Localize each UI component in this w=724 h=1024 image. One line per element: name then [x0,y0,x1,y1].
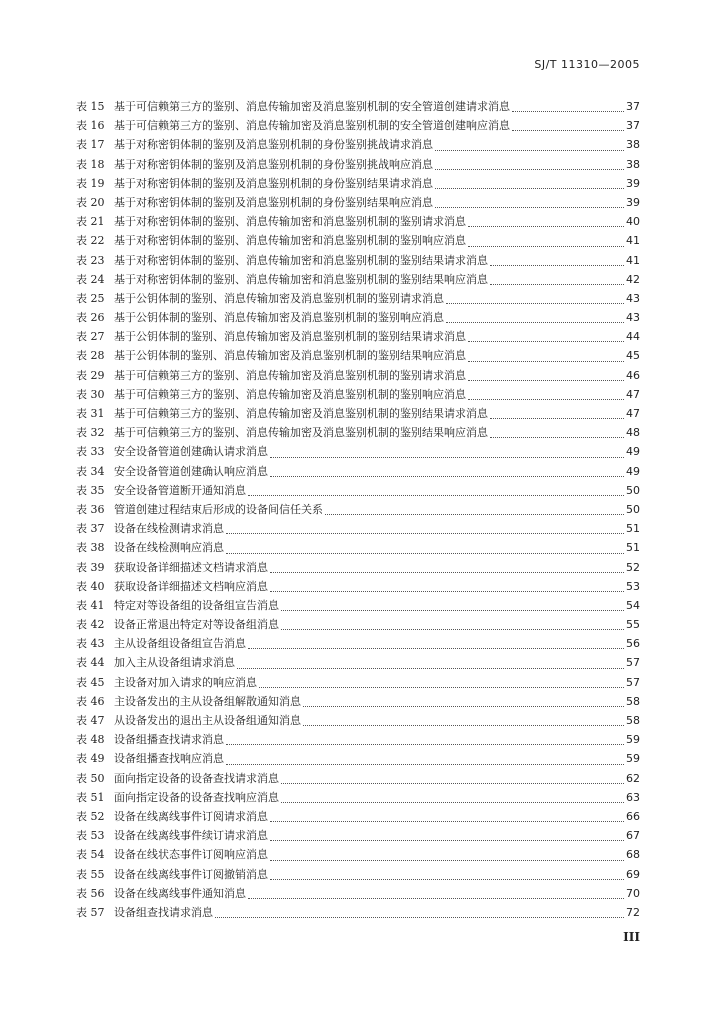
toc-entry[interactable] [76,193,640,212]
toc-entry-number: 表 52 [76,809,105,823]
toc-entry-title: 基于可信赖第三方的鉴别、消息传输加密及消息鉴别机制的鉴别响应消息 [114,387,466,401]
toc-entry-number: 表 34 [76,464,105,478]
toc-dot-leader [226,532,624,534]
toc-entry[interactable] [76,596,640,615]
toc-entry-title: 设备组播查找响应消息 [114,752,224,766]
toc-entry-number: 表 48 [76,733,105,747]
toc-entry-number: 表 56 [76,886,105,900]
toc-entry-page: 57 [626,675,640,689]
toc-entry-page: 66 [626,809,640,823]
toc-entry-number: 表 21 [76,215,105,229]
toc-entry[interactable] [76,711,640,730]
toc-entry-page: 39 [626,176,640,190]
toc-entry[interactable] [76,481,640,500]
toc-entry-number: 表 27 [76,330,105,344]
toc-entry-page: 51 [626,522,640,536]
toc-dot-leader [468,225,624,227]
toc-entry-title: 基于对称密钥体制的鉴别、消息传输加密和消息鉴别机制的鉴别请求消息 [114,215,466,229]
toc-entry-number: 表 18 [76,157,105,171]
toc-entry-number: 表 30 [76,387,105,401]
toc-entry-title: 设备在线检测响应消息 [114,541,224,555]
toc-entry-page: 68 [626,848,640,862]
toc-entry-page: 55 [626,618,640,632]
toc-entry-number: 表 22 [76,234,105,248]
toc-entry-number: 表 44 [76,656,105,670]
toc-entry[interactable] [76,404,640,423]
toc-entry[interactable] [76,442,640,461]
toc-entry[interactable] [76,500,640,519]
toc-entry-title: 基于公钥体制的鉴别、消息传输加密及消息鉴别机制的鉴别响应消息 [114,311,444,325]
toc-entry-number: 表 20 [76,195,105,209]
toc-entry-number: 表 32 [76,426,105,440]
toc-dot-leader [270,820,624,822]
toc-entry-number: 表 29 [76,368,105,382]
toc-entry[interactable] [76,97,640,116]
toc-entry[interactable] [76,558,640,577]
toc-dot-leader [270,590,624,592]
toc-entry-page: 63 [626,790,640,804]
toc-entry-title: 主设备对加入请求的响应消息 [114,675,257,689]
toc-dot-leader [468,245,624,247]
toc-entry-page: 40 [626,215,640,229]
toc-entry-page: 54 [626,598,640,612]
toc-entry-number: 表 45 [76,675,105,689]
toc-entry-title: 基于可信赖第三方的鉴别、消息传输加密及消息鉴别机制的安全管道创建响应消息 [114,119,510,133]
toc-entry-title: 基于对称密钥体制的鉴别、消息传输加密和消息鉴别机制的鉴别结果响应消息 [114,272,488,286]
toc-entry-page: 43 [626,291,640,305]
toc-entry-number: 表 38 [76,541,105,555]
toc-entry-page: 62 [626,771,640,785]
toc-dot-leader [226,552,624,554]
toc-dot-leader [512,129,624,131]
toc-entry-title: 从设备发出的退出主从设备组通知消息 [114,714,301,727]
toc-dot-leader [226,763,624,765]
toc-entry[interactable] [76,730,640,749]
toc-dot-leader [270,571,624,573]
toc-entry-page: 39 [626,195,640,209]
toc-entry-number: 表 49 [76,752,105,766]
toc-dot-leader [435,187,624,189]
toc-entry-title: 基于公钥体制的鉴别、消息传输加密及消息鉴别机制的鉴别请求消息 [114,291,444,305]
toc-entry[interactable] [76,212,640,231]
toc-entry[interactable] [76,865,640,884]
toc-entry-title: 设备在线检测请求消息 [114,522,224,536]
toc-entry[interactable] [76,270,640,289]
toc-entry-title: 特定对等设备组的设备组宣告消息 [114,598,279,612]
toc-dot-leader [435,168,624,170]
toc-entry-page: 50 [626,483,640,497]
toc-entry-title: 管道创建过程结束后形成的设备间信任关系 [114,502,323,516]
toc-dot-leader [270,839,624,841]
toc-entry-title: 设备正常退出特定对等设备组消息 [114,618,279,632]
toc-entry-page: 48 [626,426,640,440]
toc-dot-leader [490,417,624,419]
toc-entry-number: 表 23 [76,253,105,267]
toc-entry-number: 表 53 [76,829,105,843]
toc-entry-number: 表 40 [76,579,105,593]
toc-entry-page: 59 [626,752,640,766]
toc-dot-leader [446,321,624,323]
toc-entry[interactable] [76,251,640,270]
toc-entry[interactable] [76,289,640,308]
toc-dot-leader [446,302,624,304]
toc-entry-title: 面向指定设备的设备查找响应消息 [114,790,279,804]
toc-dot-leader [226,743,624,745]
toc-entry-page: 37 [626,100,640,113]
toc-dot-leader [468,398,624,400]
toc-entry-page: 49 [626,445,640,459]
toc-entry-page: 52 [626,560,640,574]
toc-entry-page: 41 [626,253,640,267]
toc-entry[interactable] [76,174,640,193]
toc-entry-page: 53 [626,579,640,593]
toc-entry-title: 基于对称密钥体制的鉴别及消息鉴别机制的身份鉴别结果请求消息 [114,176,433,190]
toc-dot-leader [215,916,624,918]
toc-entry[interactable] [76,634,640,653]
toc-entry-number: 表 17 [76,138,105,152]
toc-dot-leader [468,379,624,381]
toc-entry-page: 44 [626,330,640,344]
toc-entry-title: 基于可信赖第三方的鉴别、消息传输加密及消息鉴别机制的鉴别结果响应消息 [114,426,488,440]
toc-entry-title: 获取设备详细描述文档请求消息 [114,560,268,574]
toc-entry[interactable] [76,884,640,903]
toc-entry-number: 表 35 [76,483,105,497]
toc-dot-leader [248,647,624,649]
toc-entry-number: 表 16 [76,119,105,133]
toc-entry-title: 设备在线离线事件订阅请求消息 [114,809,268,823]
toc-dot-leader [281,609,624,611]
toc-entry-title: 主从设备组设备组宣告消息 [114,637,246,651]
toc-dot-leader [468,340,624,342]
toc-entry-title: 加入主从设备组请求消息 [114,656,235,670]
toc-entry-page: 49 [626,464,640,478]
toc-entry-title: 基于可信赖第三方的鉴别、消息传输加密及消息鉴别机制的鉴别结果请求消息 [114,407,488,420]
toc-entry-title: 基于公钥体制的鉴别、消息传输加密及消息鉴别机制的鉴别结果请求消息 [114,330,466,344]
toc-dot-leader [248,494,624,496]
toc-entry-number: 表 15 [76,100,105,113]
toc-entry-page: 46 [626,368,640,382]
toc-entry[interactable] [76,577,640,596]
toc-entry-page: 69 [626,867,640,881]
toc-dot-leader [490,283,624,285]
toc-entry[interactable] [76,903,640,922]
toc-entry[interactable] [76,845,640,864]
toc-entry-title: 设备在线状态事件订阅响应消息 [114,848,268,862]
toc-entry-page: 38 [626,157,640,171]
toc-entry-page: 57 [626,656,640,670]
toc-entry-number: 表 43 [76,637,105,651]
toc-entry-title: 基于对称密钥体制的鉴别及消息鉴别机制的身份鉴别挑战请求消息 [114,138,433,152]
toc-entry-title: 基于公钥体制的鉴别、消息传输加密及消息鉴别机制的鉴别结果响应消息 [114,349,466,363]
toc-entry-number: 表 41 [76,598,105,612]
toc-entry-page: 47 [626,387,640,401]
toc-entry-page: 72 [626,905,640,919]
toc-entry[interactable] [76,423,640,442]
toc-entry-number: 表 51 [76,790,105,804]
toc-entry-page: 43 [626,311,640,325]
toc-entry-page: 45 [626,349,640,363]
toc-dot-leader [248,897,624,899]
toc-entry-number: 表 37 [76,522,105,536]
toc-entry[interactable] [76,519,640,538]
toc-dot-leader [490,436,624,438]
toc-entry-title: 设备在线离线事件续订请求消息 [114,829,268,843]
toc-entry[interactable] [76,826,640,845]
toc-entry-title: 基于可信赖第三方的鉴别、消息传输加密及消息鉴别机制的安全管道创建请求消息 [114,100,510,113]
toc-entry-page: 47 [626,407,640,420]
toc-entry-title: 基于对称密钥体制的鉴别及消息鉴别机制的身份鉴别挑战响应消息 [114,157,433,171]
toc-dot-leader [281,782,624,784]
toc-entry[interactable] [76,749,640,768]
toc-entry-title: 设备组播查找请求消息 [114,733,224,747]
toc-entry-number: 表 39 [76,560,105,574]
toc-entry-number: 表 25 [76,291,105,305]
toc-dot-leader [512,110,624,112]
toc-entry-number: 表 31 [76,407,105,420]
toc-entry-number: 表 46 [76,694,105,708]
toc-entry[interactable] [76,155,640,174]
toc-entry[interactable] [76,653,640,672]
toc-entry[interactable] [76,462,640,481]
toc-entry-number: 表 55 [76,867,105,881]
toc-entry-title: 设备在线离线事件通知消息 [114,886,246,900]
toc-entry-title: 安全设备管道创建确认响应消息 [114,464,268,478]
toc-entry-page: 70 [626,886,640,900]
toc-entry-title: 设备组查找请求消息 [114,905,213,919]
toc-dot-leader [325,513,624,515]
toc-entry-page: 56 [626,637,640,651]
toc-entry-page: 50 [626,502,640,516]
toc-entry[interactable] [76,788,640,807]
toc-dot-leader [468,360,624,362]
toc-entry-number: 表 26 [76,311,105,325]
toc-entry-page: 41 [626,234,640,248]
toc-entry-number: 表 57 [76,905,105,919]
toc-entry-page: 42 [626,272,640,286]
toc-dot-leader [303,705,624,707]
document-header-id: SJ/T 11310—2005 [534,58,640,71]
toc-entry[interactable] [76,135,640,154]
toc-entry-title: 主设备发出的主从设备组解散通知消息 [114,694,301,708]
toc-entry-number: 表 42 [76,618,105,632]
toc-dot-leader [270,456,624,458]
toc-dot-leader [490,264,624,266]
toc-entry[interactable] [76,692,640,711]
toc-entry-title: 获取设备详细描述文档响应消息 [114,579,268,593]
toc-entry-page: 51 [626,541,640,555]
toc-dot-leader [259,686,624,688]
toc-entry-number: 表 50 [76,771,105,785]
toc-entry-page: 37 [626,119,640,133]
toc-entry-page: 58 [626,694,640,708]
toc-entry-number: 表 19 [76,176,105,190]
toc-entry-title: 基于对称密钥体制的鉴别及消息鉴别机制的身份鉴别结果响应消息 [114,195,433,209]
toc-entry-title: 设备在线离线事件订阅撤销消息 [114,867,268,881]
toc-entry[interactable] [76,538,640,557]
toc-entry[interactable] [76,116,640,135]
toc-entry-number: 表 47 [76,714,105,727]
toc-entry-title: 安全设备管道断开通知消息 [114,483,246,497]
toc-entry-number: 表 54 [76,848,105,862]
toc-entry[interactable] [76,615,640,634]
table-of-contents-list [76,97,640,922]
toc-entry[interactable] [76,807,640,826]
toc-dot-leader [281,628,624,630]
toc-entry[interactable] [76,231,640,250]
toc-entry[interactable] [76,346,640,365]
toc-entry[interactable] [76,327,640,346]
toc-entry-title: 安全设备管道创建确认请求消息 [114,445,268,459]
toc-entry[interactable] [76,308,640,327]
toc-entry[interactable] [76,673,640,692]
toc-entry-number: 表 28 [76,349,105,363]
toc-dot-leader [270,878,624,880]
toc-dot-leader [270,475,624,477]
toc-entry-page: 58 [626,714,640,727]
toc-entry-page: 59 [626,733,640,747]
toc-entry-page: 67 [626,829,640,843]
toc-dot-leader [237,667,624,669]
toc-entry[interactable] [76,366,640,385]
toc-entry-title: 面向指定设备的设备查找请求消息 [114,771,279,785]
toc-dot-leader [435,149,624,151]
toc-entry-title: 基于对称密钥体制的鉴别、消息传输加密和消息鉴别机制的鉴别结果请求消息 [114,253,488,267]
toc-entry[interactable] [76,769,640,788]
toc-dot-leader [281,801,624,803]
toc-entry-number: 表 24 [76,272,105,286]
toc-dot-leader [270,859,624,861]
toc-dot-leader [303,724,624,726]
page-number: III [623,930,640,944]
toc-entry-number: 表 33 [76,445,105,459]
toc-entry[interactable] [76,385,640,404]
toc-dot-leader [435,206,624,208]
toc-entry-title: 基于对称密钥体制的鉴别、消息传输加密和消息鉴别机制的鉴别响应消息 [114,234,466,248]
toc-entry-number: 表 36 [76,502,105,516]
toc-entry-title: 基于可信赖第三方的鉴别、消息传输加密及消息鉴别机制的鉴别请求消息 [114,368,466,382]
toc-entry-page: 38 [626,138,640,152]
